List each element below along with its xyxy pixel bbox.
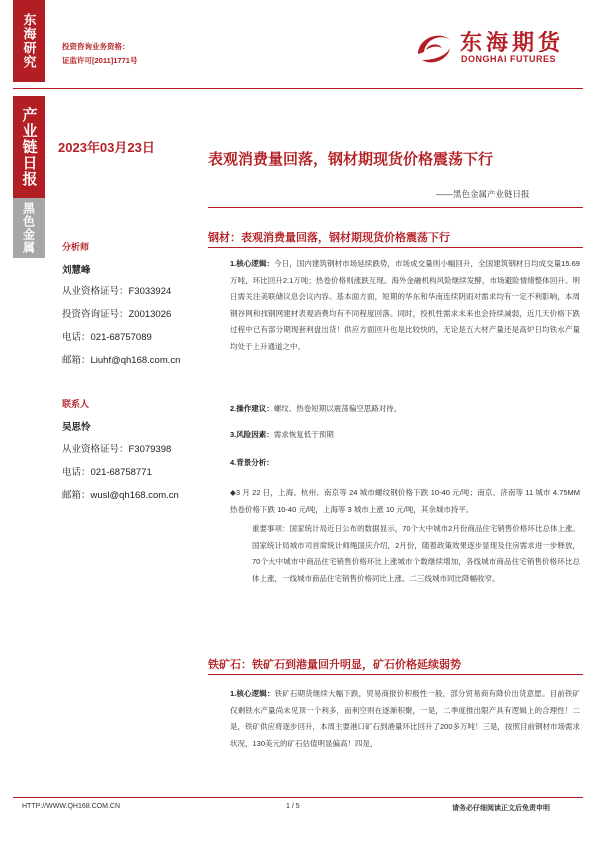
report-subtitle: ——黑色金属产业链日报 <box>436 189 530 199</box>
tab-donghai-research: 东海研究 <box>13 0 45 82</box>
steel-background <box>230 455 580 472</box>
iron-heading: 铁矿石：铁矿石到港量回升明显，矿石价格延续弱势 <box>208 659 461 671</box>
contact-heading: 联系人 <box>62 399 90 409</box>
analyst-heading: 分析师 <box>62 242 90 252</box>
contact-phone: 电话：021-68758771 <box>62 467 152 478</box>
steel-logic-label: 1.核心逻辑： <box>230 259 275 268</box>
analyst-cert2: 投资咨询证号：Z0013026 <box>62 309 172 320</box>
footer-disclaimer: 请务必仔细阅读正文后免责申明 <box>452 805 550 812</box>
header-divider <box>13 88 583 89</box>
footer-divider <box>13 797 583 798</box>
steel-logic-text: 今日，国内建筑钢材市场延续跌势，市场成交量则小幅回升，全国建筑钢材日均成交量15.69万吨，环比回升2.1万吨；热卷价格则涨跌互现。海外金融机构风险继续发酵，市场避险情绪整体回升。明日需关注美联储议息会议内容。基本面方面，短期的华东和华南连续阴雨对需求均有一定不利影响，本周钢谷网和找钢网建材表观消费均有不同程度回落。同时，投机性需求未来也会持续减弱，近几天价格下跌过程中已有部分期现套利盘出货！供应方面回升也是比较快的，无论是五大材产量还是高炉日均铁水产量均处于上升通道之中。 <box>230 259 580 351</box>
steel-important-event: 重要事项：国家统计局近日公布的数据显示，70个大中城市2月份商品住宅销售价格环比总体上涨。国家统计局城市司首席统计师绳国庆介绍，2月份，随着政策效果逐步显现及住房需求进一步释放，70个大中城市中商品住宅销售价格环比上涨城市个数继续增加，各线城市商品住宅销售价格环比总体上涨，一线城市商品住宅销售价格同比上涨、二三线城市同比降幅收窄。 <box>252 524 580 583</box>
report-date: 2023年03月23日 <box>58 140 155 155</box>
steel-price-bullet: ◆3 月 22 日，上海、杭州、南京等 24 城市螺纹钢价格下跌 10-40 元/吨；南京、济南等 11 城市 4.75MM 热卷价格下跌 10-40 元/吨，上海等 3 城市上涨 10 元/吨，其余城市持平。 <box>230 488 580 514</box>
steel-heading: 钢材：表观消费量回落，钢材期现货价格震荡下行 <box>208 232 450 244</box>
logo-emblem-icon <box>410 24 456 70</box>
steel-op-label: 2.操作建议： <box>230 404 274 413</box>
iron-heading-divider <box>208 674 583 675</box>
donghai-logo <box>410 22 580 72</box>
tab-industry-daily: 产业链日报 <box>13 96 45 198</box>
iron-logic-text: 铁矿石期货继续大幅下跌，贸易商报价积极性一般，部分贸易商有降价出货意愿。目前铁矿仅剩铁水产量尚未见顶一个利多，而利空则在逐渐积聚，一是，二季度推出限产具有逻辑上的合理性！二是，铁矿供应将逐步回升，本周主要港口矿石到港量环比回升了200多万吨！三是，按照目前钢材市场需求状况，130美元的矿石估值明显偏高！四是， <box>230 689 581 748</box>
steel-operation <box>230 401 580 418</box>
qualification-label: 投资咨询业务资格： <box>62 42 130 51</box>
report-title: 表观消费量回落，钢材期现货价格震荡下行 <box>208 151 494 168</box>
analyst-name: 刘慧峰 <box>62 265 91 276</box>
title-divider <box>208 207 583 208</box>
steel-risk-label: 3.风险因素： <box>230 430 274 439</box>
steel-risk-text: 需求恢复低于预期 <box>273 430 334 439</box>
steel-bg-label: 4.背景分析： <box>230 458 274 467</box>
steel-heading-divider <box>208 247 583 248</box>
tab-black-metals: 黑色金属 <box>13 198 45 258</box>
contact-name: 吴思怜 <box>62 422 91 433</box>
steel-risk <box>230 427 580 444</box>
logo-english-text: DONGHAI FUTURES <box>461 54 556 64</box>
analyst-cert: 从业资格证号：F3033924 <box>62 286 172 297</box>
license-number: 证监许可[2011]1771号 <box>62 56 138 65</box>
contact-email: 邮箱：wusl@qh168.com.cn <box>62 490 179 501</box>
page-number: 1 / 5 <box>286 803 300 810</box>
iron-core-logic <box>230 686 580 752</box>
qualification-block <box>62 40 137 68</box>
footer-url[interactable]: HTTP://WWW.QH168.COM.CN <box>22 803 120 810</box>
logo-chinese-text: 东海期货 <box>460 30 565 55</box>
analyst-phone: 电话：021-68757089 <box>62 332 152 343</box>
analyst-email: 邮箱：Liuhf@qh168.com.cn <box>62 355 181 366</box>
contact-cert: 从业资格证号：F3079398 <box>62 444 172 455</box>
steel-core-logic <box>230 256 580 355</box>
iron-logic-label: 1.核心逻辑： <box>230 689 275 698</box>
steel-op-text: 螺纹、热卷短期以震荡偏空思路对待。 <box>273 404 402 413</box>
